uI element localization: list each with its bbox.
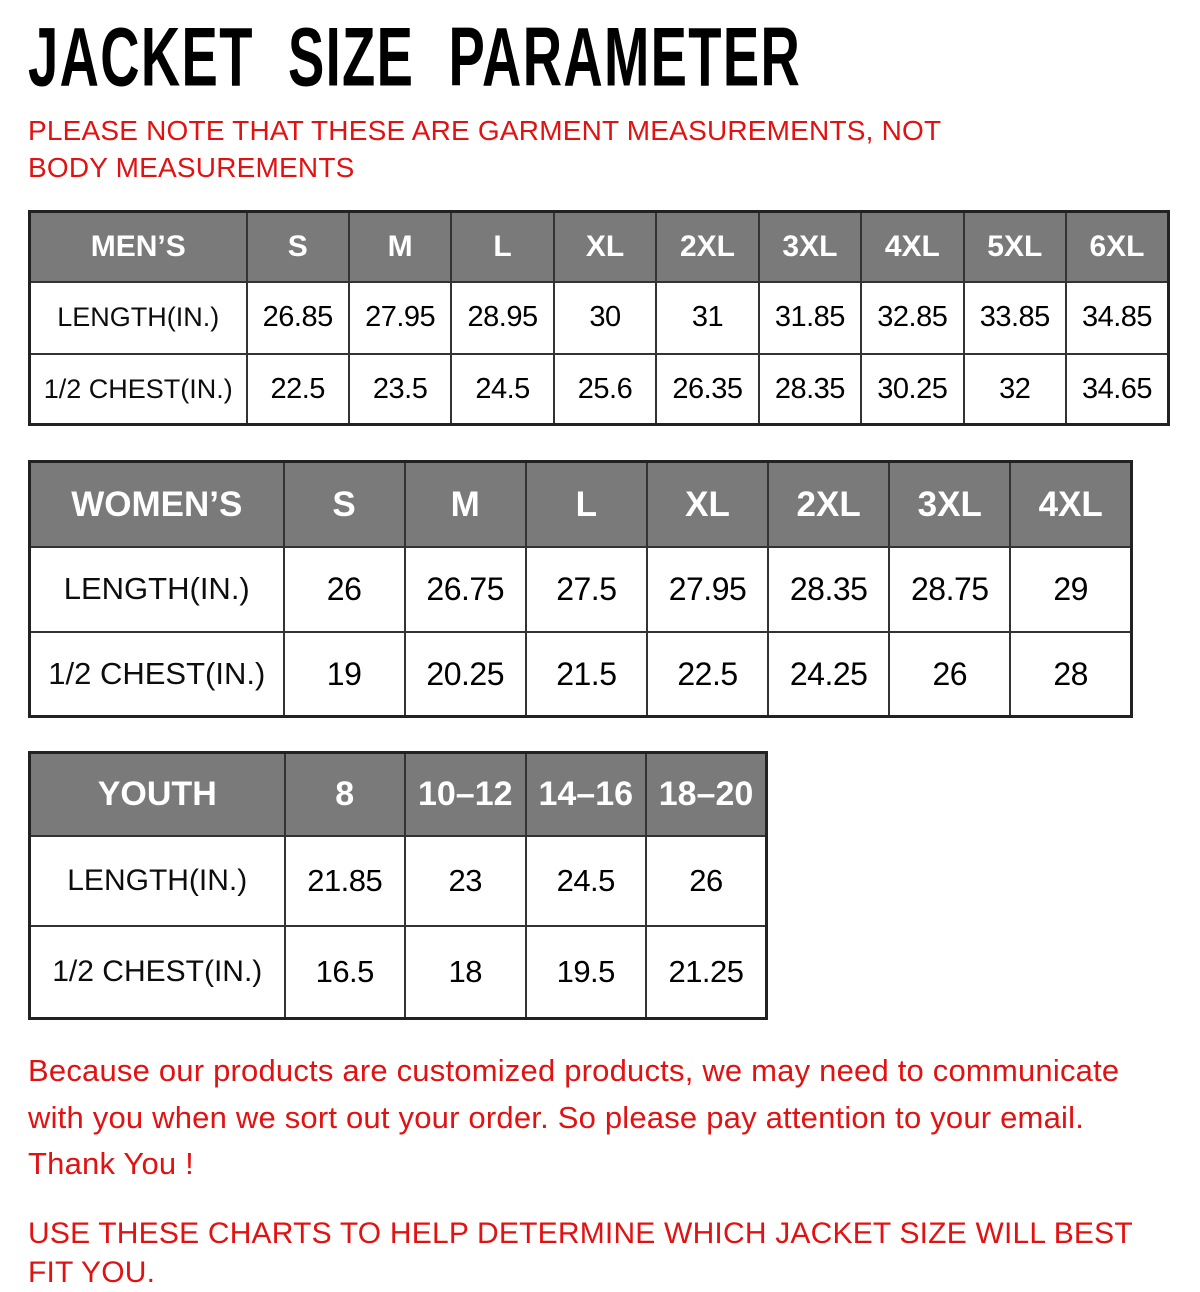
womens-length-value: 28.35 [768, 547, 889, 632]
mens-length-label: LENGTH(IN.) [30, 282, 247, 354]
youth-length-value: 21.85 [285, 836, 406, 926]
womens-size-4xl: 4XL [1010, 462, 1131, 547]
mens-chest-value: 26.35 [656, 354, 758, 425]
womens-chest-value: 22.5 [647, 632, 768, 717]
youth-length-label: LENGTH(IN.) [30, 836, 285, 926]
mens-length-value: 31 [656, 282, 758, 354]
mens-size-table [28, 210, 1170, 426]
mens-length-value: 27.95 [349, 282, 451, 354]
womens-size-s: S [284, 462, 405, 547]
page-title-wrap [28, 10, 1172, 104]
mens-size-xl: XL [554, 212, 656, 282]
mens-size-5xl: 5XL [964, 212, 1066, 282]
youth-size-18-20: 18–20 [646, 753, 767, 836]
mens-length-value: 33.85 [964, 282, 1066, 354]
womens-chest-value: 20.25 [405, 632, 526, 717]
youth-size-8: 8 [285, 753, 406, 836]
mens-length-value: 32.85 [861, 282, 963, 354]
mens-length-value: 28.95 [451, 282, 553, 354]
youth-chest-label: 1/2 CHEST(IN.) [30, 926, 285, 1019]
usage-note: USE THESE CHARTS TO HELP DETERMINE WHICH JACKET SIZE WILL BEST FIT YOU. [28, 1216, 1133, 1289]
womens-length-row [30, 547, 1132, 632]
mens-chest-value: 23.5 [349, 354, 451, 425]
page-title: JACKET SIZE PARAMETER [28, 10, 802, 104]
youth-header-row [30, 753, 767, 836]
womens-size-m: M [405, 462, 526, 547]
mens-header-row [30, 212, 1169, 282]
youth-chest-value: 19.5 [526, 926, 647, 1019]
mens-chest-label: 1/2 CHEST(IN.) [30, 354, 247, 425]
youth-chest-value: 21.25 [646, 926, 767, 1019]
youth-length-value: 26 [646, 836, 767, 926]
mens-size-m: M [349, 212, 451, 282]
youth-length-row [30, 836, 767, 926]
womens-chest-label: 1/2 CHEST(IN.) [30, 632, 284, 717]
mens-chest-value: 34.65 [1066, 354, 1169, 425]
customization-note: Because our products are customized products, we may need to communicate with you when we sort out your order. So please pay attention to your email. Thank You ! [28, 1053, 1120, 1182]
womens-size-3xl: 3XL [889, 462, 1010, 547]
womens-chest-value: 26 [889, 632, 1010, 717]
womens-length-value: 26 [284, 547, 405, 632]
mens-length-value: 31.85 [759, 282, 861, 354]
womens-chest-row [30, 632, 1132, 717]
womens-length-value: 27.95 [647, 547, 768, 632]
womens-length-value: 28.75 [889, 547, 1010, 632]
mens-chest-value: 28.35 [759, 354, 861, 425]
womens-length-value: 27.5 [526, 547, 647, 632]
mens-size-l: L [451, 212, 553, 282]
mens-chest-value: 25.6 [554, 354, 656, 425]
womens-length-value: 26.75 [405, 547, 526, 632]
womens-chest-value: 19 [284, 632, 405, 717]
womens-chest-value: 24.25 [768, 632, 889, 717]
youth-chest-value: 18 [405, 926, 526, 1019]
youth-chest-row [30, 926, 767, 1019]
mens-length-value: 30 [554, 282, 656, 354]
womens-size-l: L [526, 462, 647, 547]
mens-size-2xl: 2XL [656, 212, 758, 282]
mens-chest-value: 32 [964, 354, 1066, 425]
mens-chest-value: 24.5 [451, 354, 553, 425]
mens-size-6xl: 6XL [1066, 212, 1169, 282]
youth-size-table [28, 751, 768, 1020]
womens-size-2xl: 2XL [768, 462, 889, 547]
mens-chest-value: 30.25 [861, 354, 963, 425]
mens-table-title: MEN’S [30, 212, 247, 282]
mens-length-value: 34.85 [1066, 282, 1169, 354]
womens-chest-value: 21.5 [526, 632, 647, 717]
mens-size-3xl: 3XL [759, 212, 861, 282]
womens-header-row [30, 462, 1132, 547]
garment-measurement-note: PLEASE NOTE THAT THESE ARE GARMENT MEASUREMENTS, NOT BODY MEASUREMENTS [28, 115, 941, 184]
womens-length-label: LENGTH(IN.) [30, 547, 284, 632]
mens-chest-value: 22.5 [247, 354, 349, 425]
womens-length-value: 29 [1010, 547, 1131, 632]
youth-chest-value: 16.5 [285, 926, 406, 1019]
youth-length-value: 24.5 [526, 836, 647, 926]
mens-size-4xl: 4XL [861, 212, 963, 282]
womens-size-table [28, 460, 1133, 718]
youth-table-title: YOUTH [30, 753, 285, 836]
mens-chest-row [30, 354, 1169, 425]
womens-table-title: WOMEN’S [30, 462, 284, 547]
mens-length-value: 26.85 [247, 282, 349, 354]
youth-size-14-16: 14–16 [526, 753, 647, 836]
womens-size-xl: XL [647, 462, 768, 547]
mens-size-s: S [247, 212, 349, 282]
youth-length-value: 23 [405, 836, 526, 926]
mens-length-row [30, 282, 1169, 354]
youth-size-10-12: 10–12 [405, 753, 526, 836]
womens-chest-value: 28 [1010, 632, 1131, 717]
